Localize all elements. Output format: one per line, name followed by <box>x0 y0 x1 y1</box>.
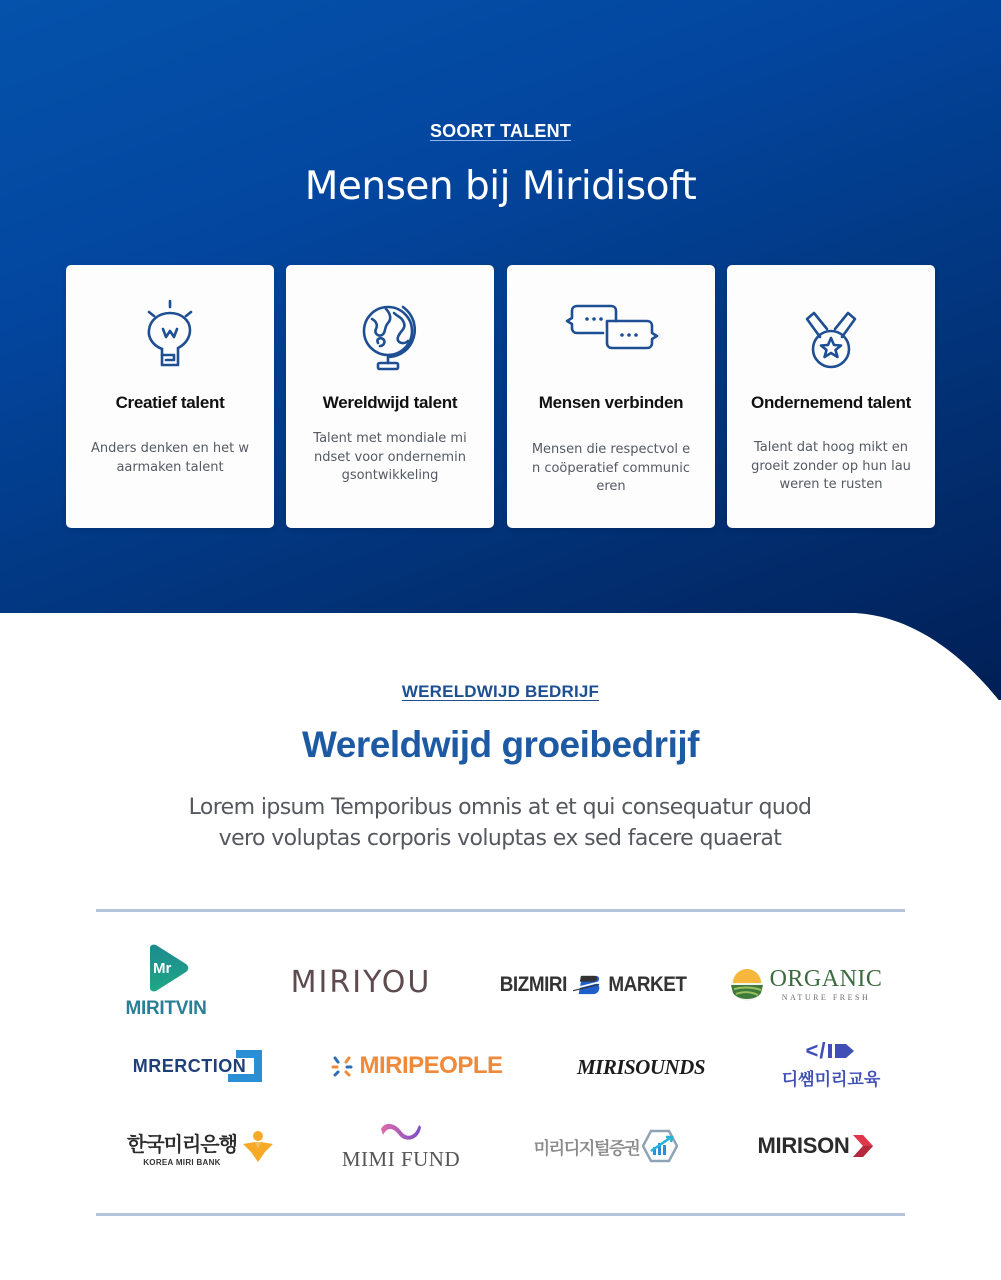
logo-tagline: NATURE FRESH <box>781 992 871 1002</box>
farm-sun-icon <box>730 965 764 1003</box>
people-mark-icon <box>329 1053 355 1079</box>
talent-section-title: Mensen bij Miridisoft <box>304 164 697 209</box>
logo-text: MIRISON <box>757 1133 850 1158</box>
card-title: Mensen verbinden <box>538 393 684 412</box>
logo-text: ORGANIC <box>769 965 883 992</box>
medal-icon <box>727 297 935 373</box>
logo-miripeople <box>326 1046 506 1086</box>
logo-mirison <box>746 1126 886 1166</box>
talent-eyebrow-link[interactable]: SOORT TALENT <box>429 121 572 141</box>
logo-subtext: KOREA MIRI BANK <box>143 1157 221 1167</box>
logo-miritvin <box>116 940 216 1024</box>
logo-miriyou: MIRIYOU <box>290 964 432 1000</box>
divider-top <box>96 909 905 912</box>
talent-card-connect <box>507 265 715 528</box>
logo-text: BIZMIRI <box>499 973 567 996</box>
svg-text:Mr: Mr <box>153 960 172 977</box>
logo-miri-digital-securities <box>521 1126 691 1166</box>
code-mark: </ <box>805 1037 827 1063</box>
company-section-title: Wereldwijd groeibedrijf <box>302 724 699 765</box>
card-title: Wereldwijd talent <box>322 393 458 412</box>
logo-mirisounds: MIRISOUNDS <box>576 1054 706 1079</box>
card-title: Creatief talent <box>115 393 225 412</box>
logo-korea-miri-bank <box>116 1122 286 1172</box>
logo-text: MRERCTION <box>132 1055 247 1076</box>
logo-bizmiri-market <box>496 962 691 1008</box>
talent-card-entrepreneurial <box>727 265 935 528</box>
talent-card-global <box>286 265 494 528</box>
logo-dsem-miri-education <box>766 1034 896 1094</box>
talent-card-creative <box>66 265 274 528</box>
talent-cards <box>66 265 936 528</box>
pencil-mark-icon <box>826 1042 856 1060</box>
bank-mark-icon <box>241 1130 275 1164</box>
logo-text: 미리디지털증권 <box>533 1138 640 1159</box>
bracket-box-icon <box>224 1048 264 1084</box>
company-section-description: Lorem ipsum Temporibus omnis at et qui consequatur quod vero voluptas corporis voluptas ex sed facere quaerat <box>188 795 812 851</box>
card-description: Anders denken en het waarmaken talent <box>90 441 250 475</box>
card-title: Ondernemend talent <box>751 393 911 412</box>
hero-curve-divider <box>0 613 1001 733</box>
play-mark-icon <box>142 944 190 992</box>
logo-organic <box>726 962 886 1006</box>
card-description: Talent dat hoog mikt en groeit zonder op hun lauweren te rusten <box>751 440 911 492</box>
b-mark-icon <box>573 965 603 1005</box>
wave-mark-icon <box>379 1121 423 1143</box>
card-description: Talent met mondiale mindset voor ondernemingsontwikkeling <box>313 431 467 483</box>
divider-bottom <box>96 1213 905 1216</box>
card-description: Mensen die respectvol en coöperatief communiceren <box>531 442 691 494</box>
logo-text: MIRITVIN <box>125 998 207 1019</box>
logo-text: 디쌤미리교육 <box>781 1069 881 1090</box>
logo-text: MARKET <box>608 973 687 996</box>
chart-hex-icon <box>642 1129 678 1163</box>
logo-text: 한국미리은행 <box>127 1131 237 1156</box>
logo-mimi-fund <box>336 1116 466 1176</box>
chat-bubbles-icon <box>507 297 715 373</box>
logo-mrerction <box>116 1044 281 1088</box>
lightbulb-icon <box>66 297 274 373</box>
globe-icon <box>286 297 494 373</box>
arrow-mark-icon <box>851 1133 875 1159</box>
logo-text: MIRIPEOPLE <box>359 1052 503 1079</box>
company-eyebrow-link[interactable]: WERELDWIJD BEDRIJF <box>401 682 600 701</box>
partner-logos-grid <box>96 930 905 1200</box>
logo-text: MIMI FUND <box>341 1146 461 1171</box>
